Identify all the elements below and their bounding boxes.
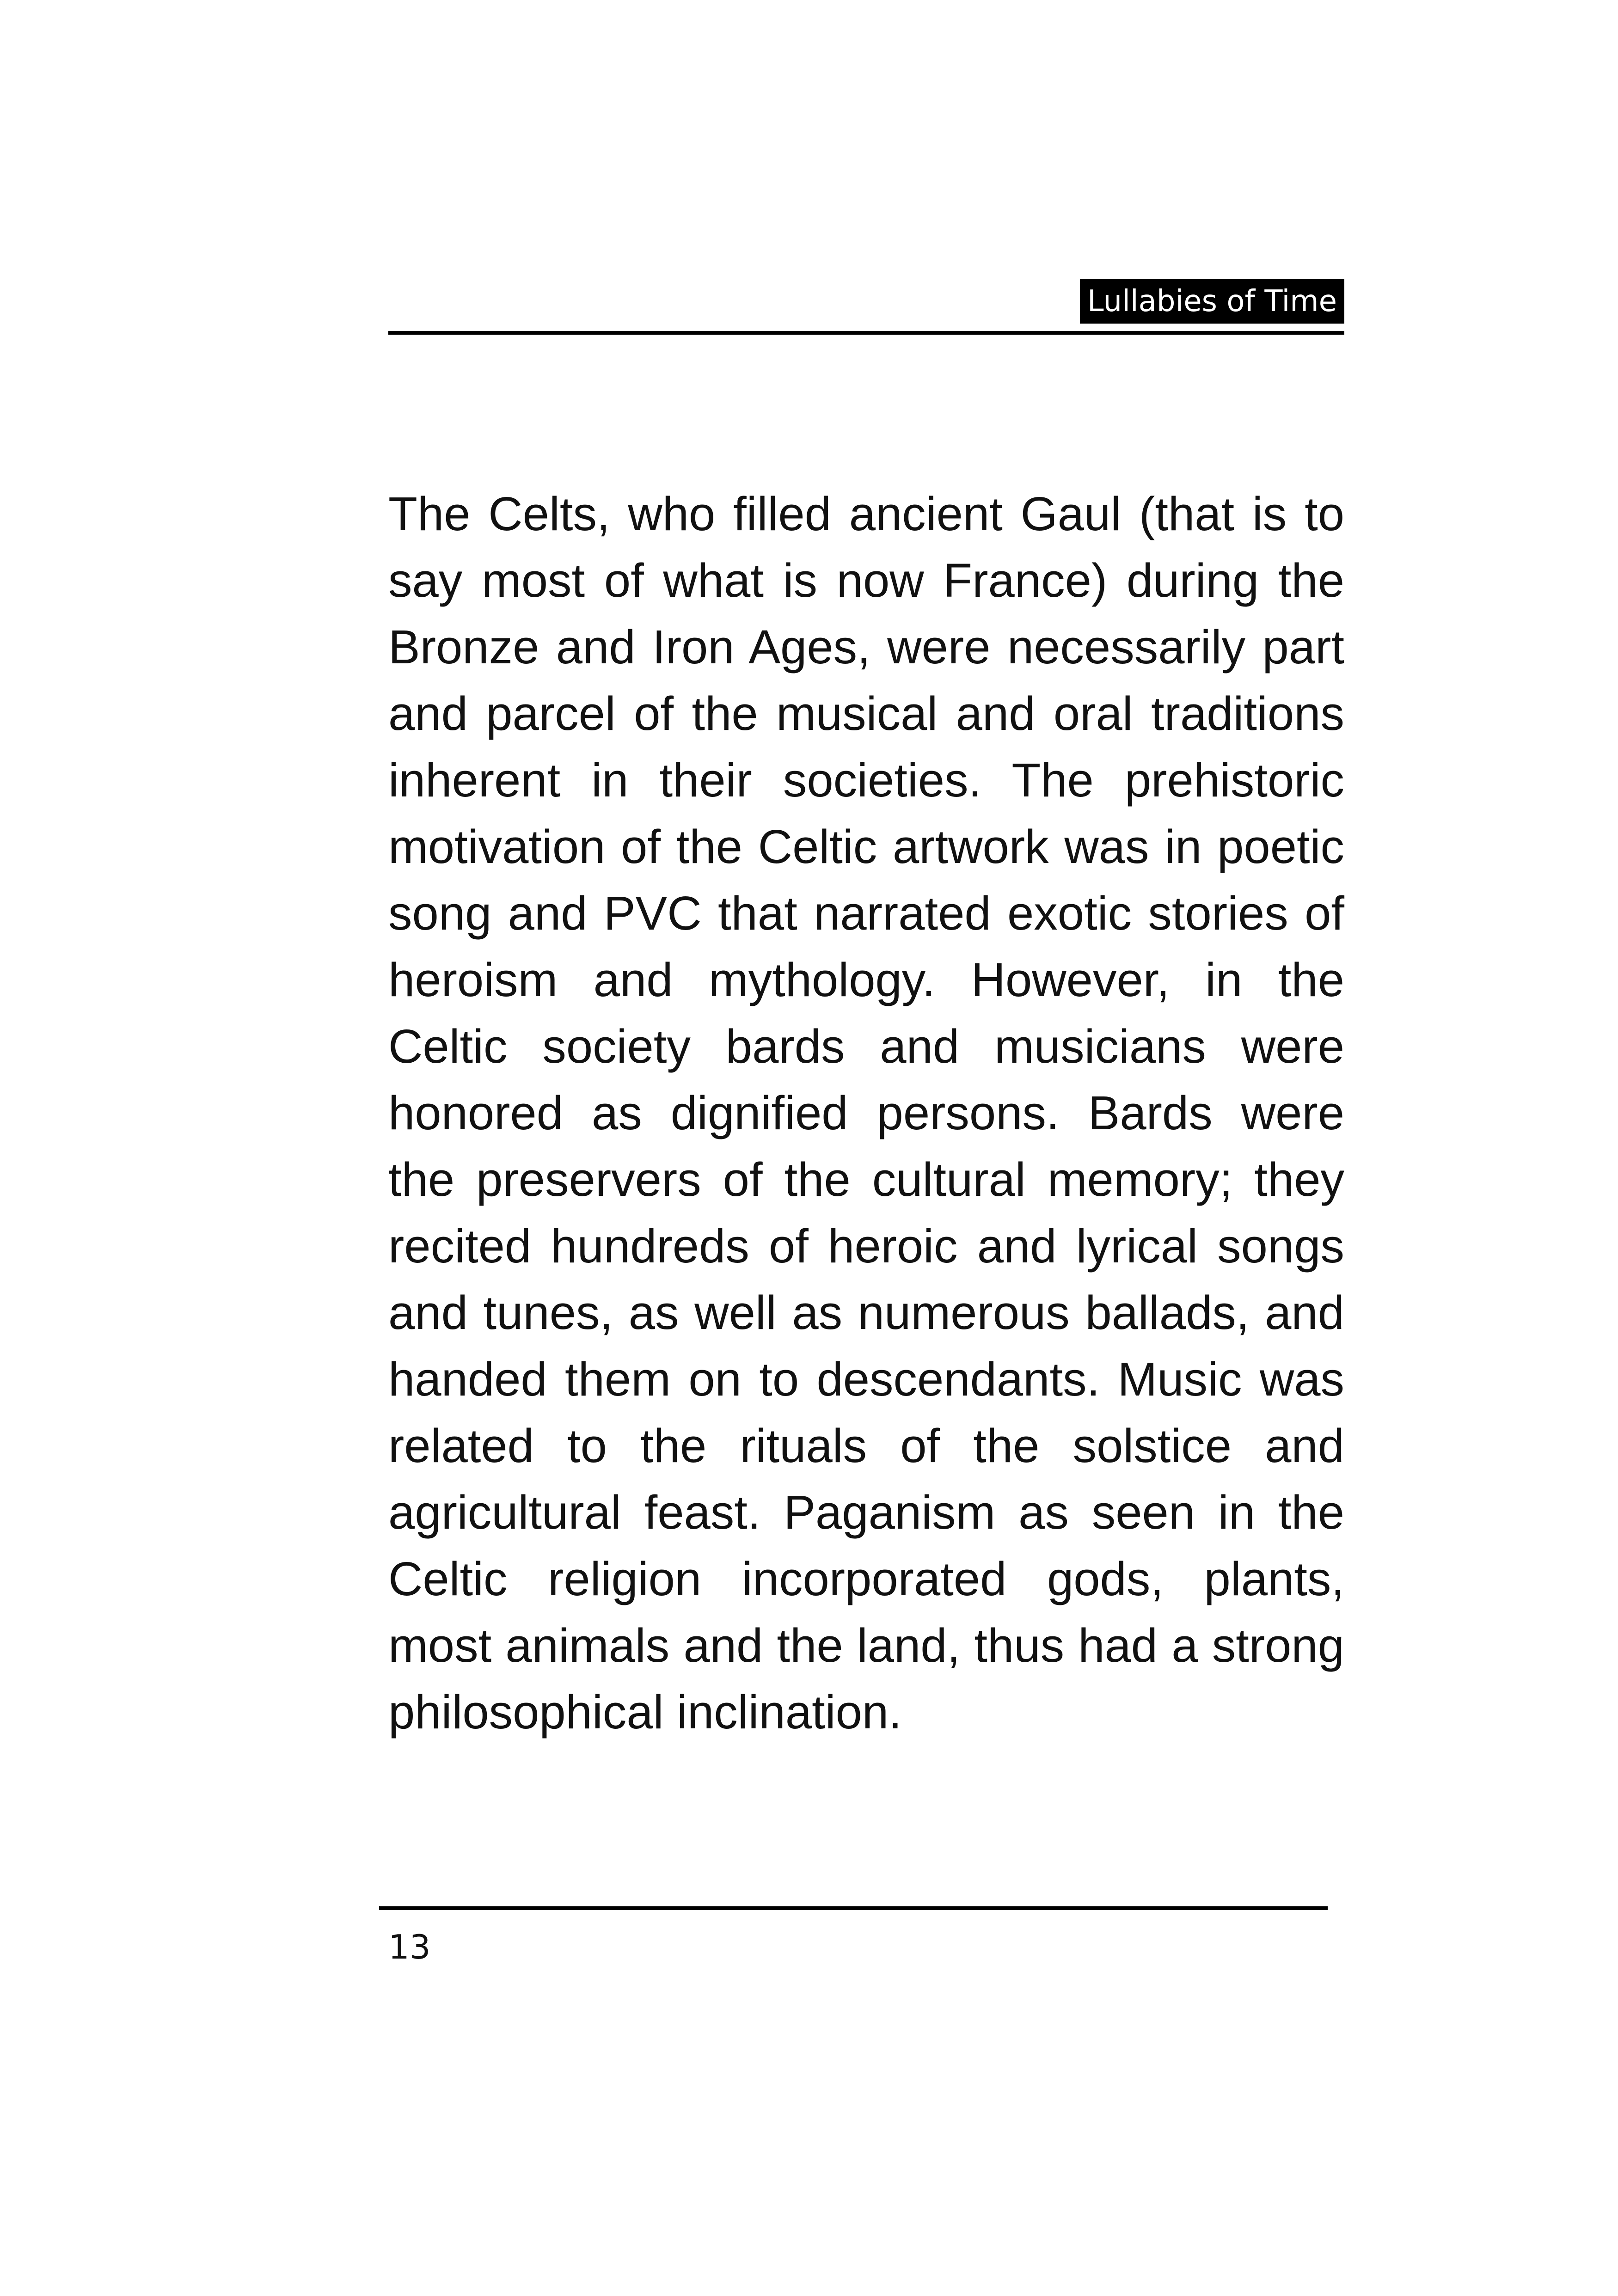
header-divider <box>388 331 1344 335</box>
running-header-title: Lullabies of Time <box>1080 279 1344 324</box>
page-number: 13 <box>388 1928 431 1966</box>
footer-divider <box>379 1906 1328 1910</box>
body-paragraph: The Celts, who filled ancient Gaul (that is to say most of what is now France) during the Bronze and Iron Ages, were necessarily part and parcel of the musical and oral traditions inherent in their societies. The prehistoric motivation of the Celtic artwork was in poetic song and PVC that narrated exotic stories of heroism and mythology. However, in the Celtic society bards and musicians were honored as dignified persons. Bards were the preservers of the cultural memory; they recited hundreds of heroic and lyrical songs and tunes, as well as numerous ballads, and handed them on to descendants. Music was related to the rituals of the solstice and agricultural feast. Paganism as seen in the Celtic religion incorporated gods, plants, most animals and the land, thus had a strong philosophical inclination. <box>388 487 1344 1739</box>
